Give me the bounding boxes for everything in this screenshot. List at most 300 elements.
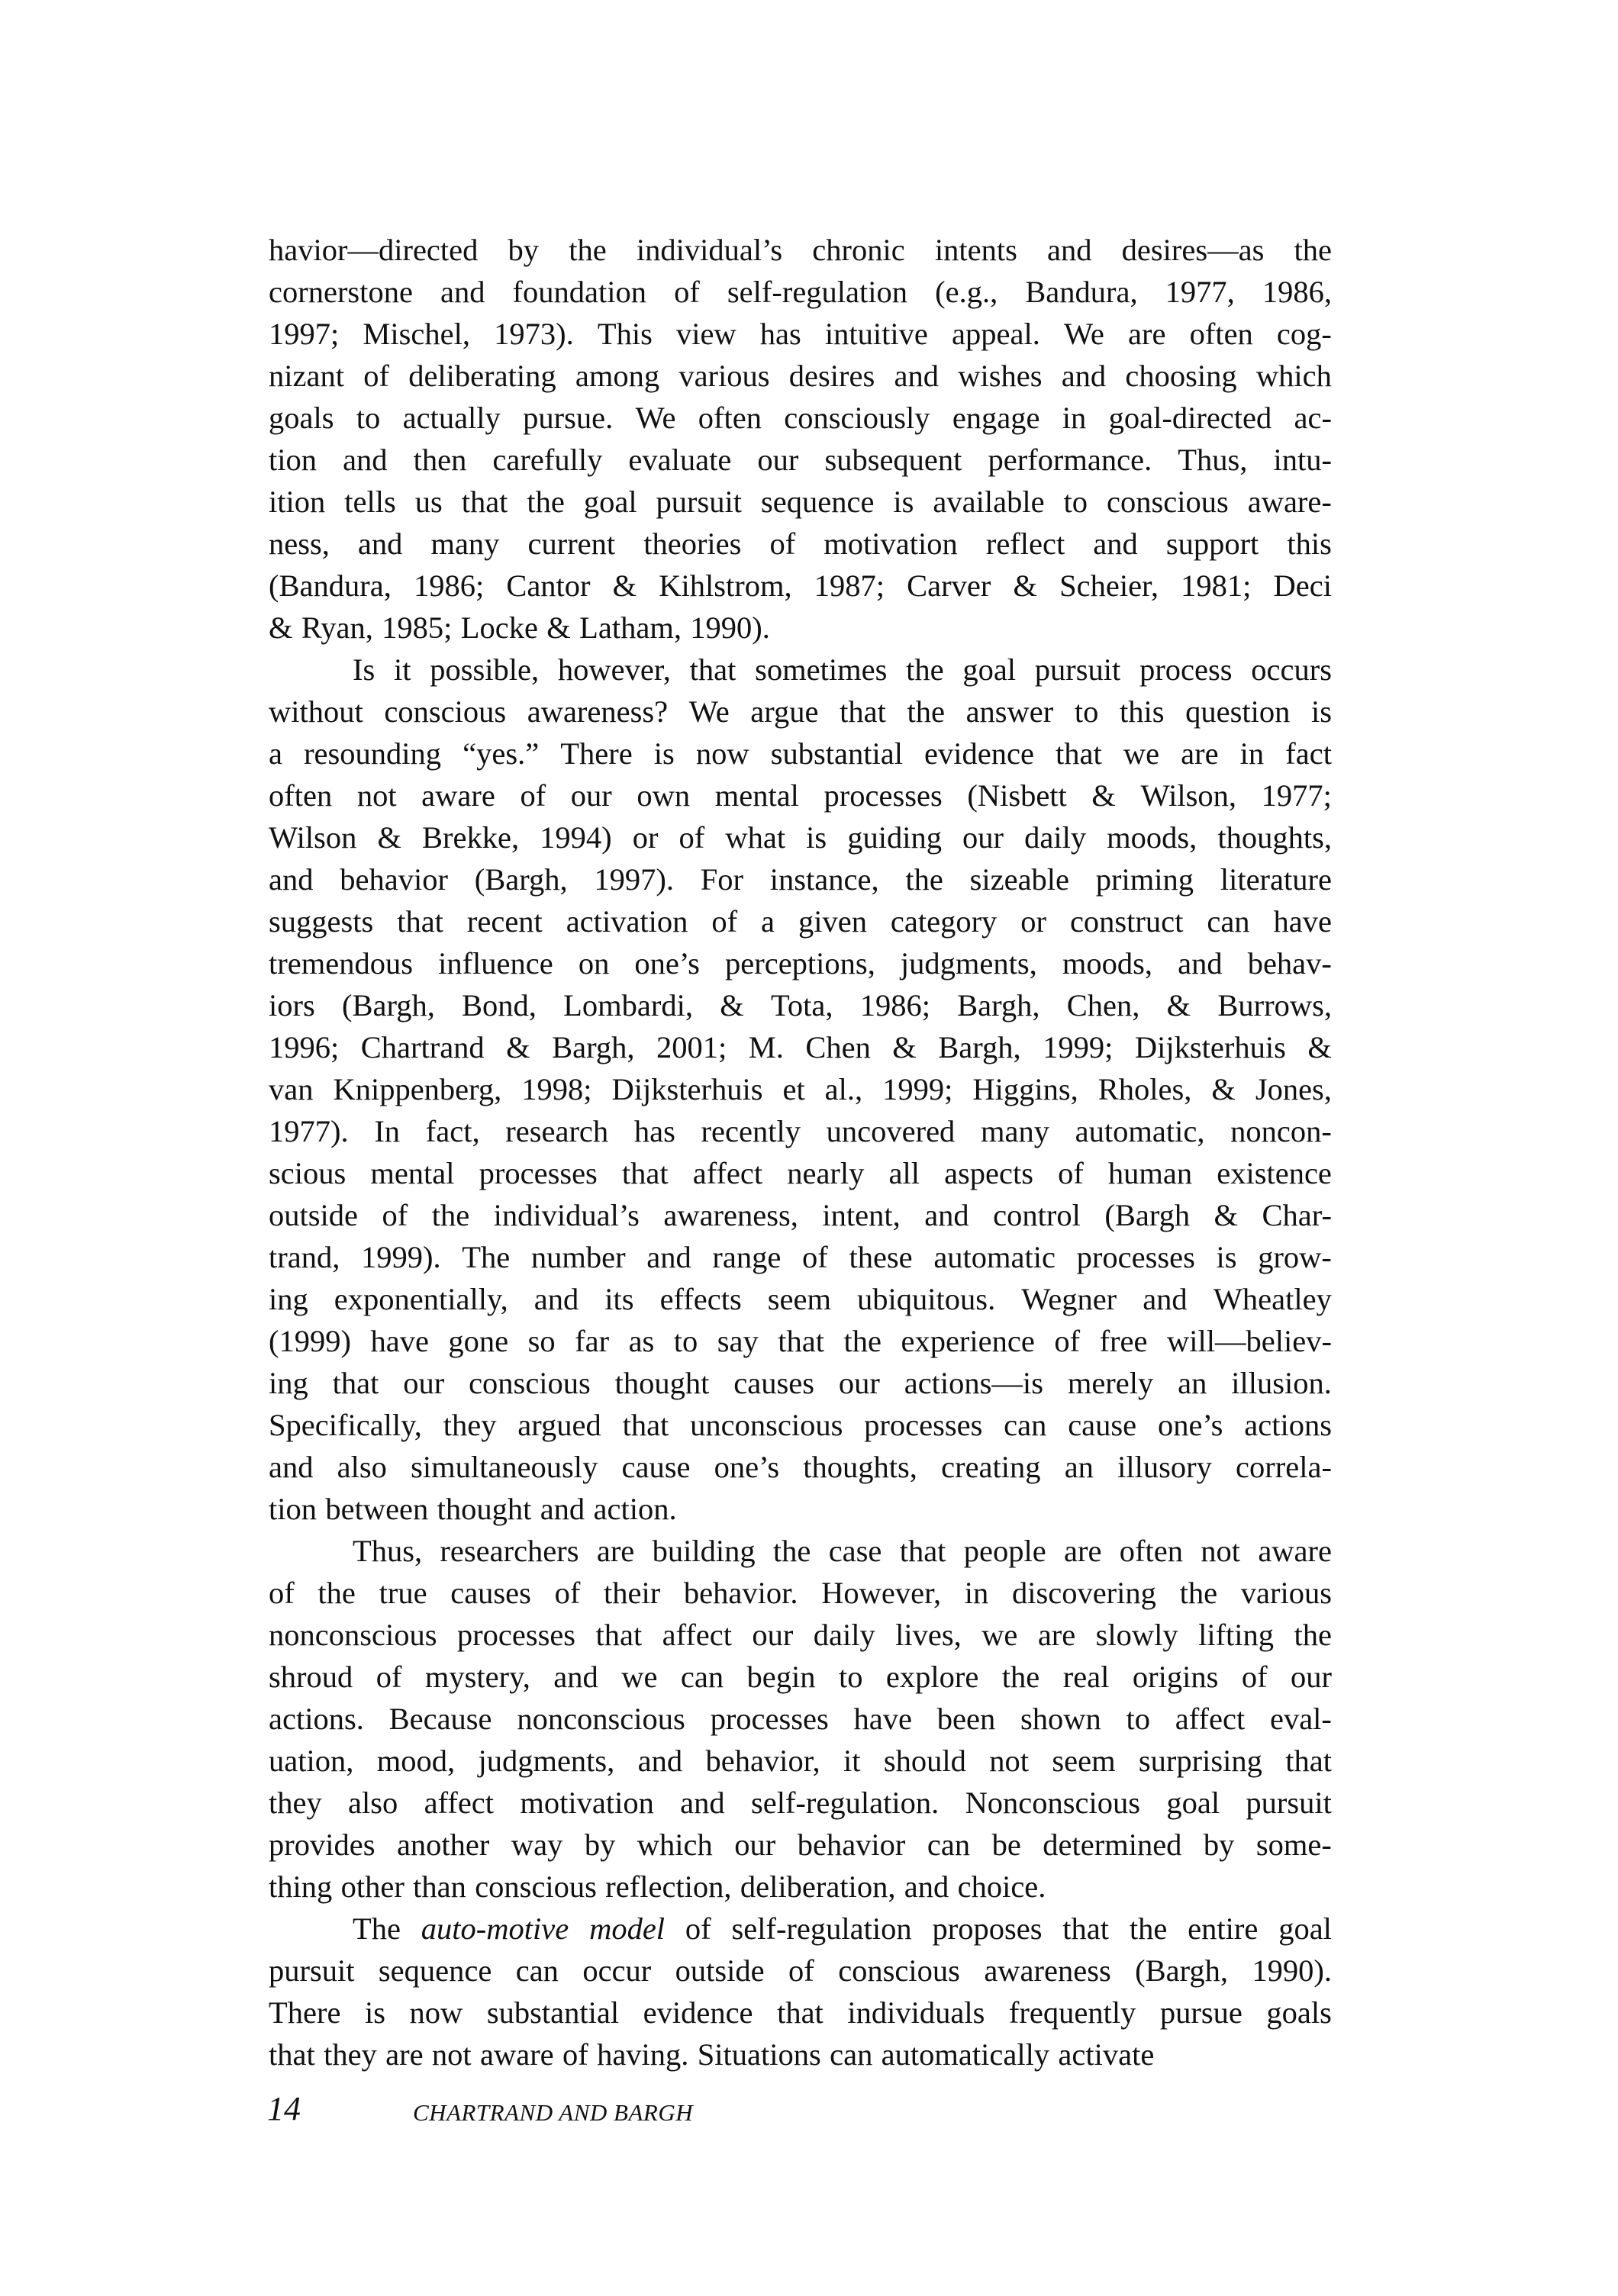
word: the — [1294, 1618, 1332, 1652]
word: mystery, — [424, 1660, 530, 1694]
word: ness, — [269, 527, 330, 561]
word: Tota, — [770, 988, 833, 1022]
word: Nonconscious — [965, 1786, 1141, 1820]
word: some- — [1255, 1827, 1332, 1862]
page-number: 14 — [267, 2090, 301, 2127]
word: havior—directed — [269, 233, 479, 267]
word: having. — [597, 2037, 689, 2072]
word: are — [1181, 736, 1219, 771]
word: lifting — [1198, 1618, 1275, 1652]
text-line — [269, 1572, 1332, 1614]
word: desires—as — [1121, 233, 1265, 267]
word: available — [933, 485, 1045, 519]
word: We — [635, 401, 676, 435]
text-line — [269, 355, 1332, 397]
word: also — [337, 1450, 387, 1484]
word: ubiquitous. — [857, 1282, 996, 1316]
word: Carver — [907, 568, 991, 603]
word: processes — [456, 1618, 576, 1652]
word: slowly — [1095, 1618, 1178, 1652]
word: many — [981, 1114, 1049, 1148]
word: scious — [269, 1156, 346, 1190]
word: & — [1166, 988, 1191, 1022]
word: is — [893, 485, 914, 519]
word: to — [1126, 1702, 1151, 1736]
word: & — [377, 820, 401, 855]
word: proposes — [932, 1911, 1043, 1946]
word: to — [838, 1660, 863, 1694]
word: behavior — [340, 862, 448, 897]
word: of — [520, 778, 546, 813]
word: that — [397, 904, 443, 939]
word: Bargh, — [957, 988, 1040, 1022]
word: processes — [864, 1408, 983, 1442]
word: reflect — [985, 527, 1065, 561]
word: not — [431, 2037, 472, 2072]
word: the — [772, 1534, 811, 1568]
word: thing — [269, 1869, 333, 1904]
text-line — [269, 900, 1332, 942]
word: and — [1093, 527, 1138, 561]
word: conscious — [1107, 485, 1229, 519]
word: action. — [593, 1492, 677, 1526]
word: in — [1239, 736, 1265, 771]
word: shown — [1020, 1702, 1101, 1736]
word: sometimes — [755, 652, 888, 687]
word: also — [348, 1786, 398, 1820]
word: 1996; — [269, 1030, 340, 1064]
word: Thus, — [353, 1534, 423, 1568]
word: not — [989, 1744, 1030, 1778]
word: 1986; — [859, 988, 930, 1022]
word: chronic — [812, 233, 905, 267]
word: nizant — [269, 359, 344, 393]
word: gone — [448, 1324, 509, 1358]
word: that — [689, 652, 736, 687]
word: Bargh, — [938, 1030, 1021, 1064]
word: between — [325, 1492, 429, 1526]
word: and — [904, 1869, 949, 1904]
word: that — [1285, 1744, 1332, 1778]
word: 1987; — [814, 568, 885, 603]
word: Dijksterhuis — [611, 1072, 763, 1106]
word: For — [700, 862, 743, 897]
word: that — [461, 485, 508, 519]
word: have — [853, 1702, 912, 1736]
word: performance. — [988, 443, 1152, 477]
word: Latham, — [579, 610, 682, 645]
word: one’s — [1157, 1408, 1223, 1442]
word: evidence — [924, 736, 1034, 771]
word: deliberation, — [740, 1869, 896, 1904]
word: true — [379, 1576, 427, 1610]
word: Situations — [697, 2037, 821, 2072]
word: the — [1179, 1576, 1218, 1610]
word: and — [1047, 233, 1092, 267]
word: outside — [269, 1198, 358, 1232]
text-line — [269, 774, 1332, 816]
word: (e.g., — [935, 275, 998, 309]
word: individuals — [847, 1995, 985, 2030]
word: conscious — [384, 694, 507, 729]
word: actually — [402, 401, 501, 435]
text-line — [269, 1740, 1332, 1782]
word: answer — [965, 694, 1054, 729]
word: deliberating — [408, 359, 556, 393]
word: resounding — [304, 736, 442, 771]
word: Locke — [460, 610, 538, 645]
paragraph — [269, 1908, 1332, 2075]
word: Ryan, — [301, 610, 373, 645]
word: Mischel, — [363, 317, 470, 351]
emphasis-term: auto-motive — [421, 1911, 569, 1946]
word: be — [991, 1827, 1021, 1862]
word: awareness? — [527, 694, 669, 729]
word: causes — [450, 1576, 531, 1610]
word: fact — [1285, 736, 1332, 771]
word: Wegner — [1021, 1282, 1117, 1316]
paragraph — [269, 229, 1332, 649]
word: aware — [421, 778, 495, 813]
text-line — [269, 397, 1332, 439]
word: of — [1241, 1660, 1268, 1694]
word: (1999) — [269, 1324, 351, 1358]
word: our — [757, 443, 799, 477]
word: suggests — [269, 904, 374, 939]
word: question — [1185, 694, 1291, 729]
word: mood, — [376, 1744, 456, 1778]
word: nonconscious — [517, 1702, 685, 1736]
word: Wheatley — [1213, 1282, 1332, 1316]
word: nearly — [787, 1156, 865, 1190]
body-text — [269, 229, 1332, 2075]
word: motivation — [520, 1786, 654, 1820]
word: merely — [1067, 1366, 1154, 1400]
word: of — [788, 1953, 814, 1988]
word: has — [759, 317, 801, 351]
text-line — [269, 1362, 1332, 1404]
word: an — [1064, 1450, 1094, 1484]
word: Bond, — [462, 988, 537, 1022]
word: our — [838, 1366, 880, 1400]
text-line — [269, 1236, 1332, 1278]
word: Chen, — [1066, 988, 1140, 1022]
word: Chen — [805, 1030, 871, 1064]
word: occurs — [1251, 652, 1332, 687]
word: many — [430, 527, 500, 561]
word: been — [936, 1702, 996, 1736]
word: aware — [1258, 1534, 1332, 1568]
word: that — [840, 694, 886, 729]
word: goal — [1278, 1911, 1332, 1946]
word: actions—is — [904, 1366, 1043, 1400]
word: activate — [1058, 2037, 1155, 2072]
word: Knippenberg, — [333, 1072, 502, 1106]
word: argued — [517, 1408, 601, 1442]
word: (Bandura, — [269, 568, 392, 603]
word: the — [1001, 1660, 1040, 1694]
text-line — [269, 1068, 1332, 1110]
word: shroud — [269, 1660, 353, 1694]
paragraph — [269, 649, 1332, 1530]
word: intent, — [822, 1198, 901, 1232]
text-line — [269, 523, 1332, 565]
word: to — [356, 401, 381, 435]
word: other — [340, 1869, 404, 1904]
word: Cantor — [506, 568, 591, 603]
word: can — [1207, 904, 1250, 939]
word: awareness, — [663, 1198, 798, 1232]
word: ing — [269, 1366, 308, 1400]
word: Wilson — [269, 820, 357, 855]
word: outside — [675, 1953, 765, 1988]
word: process — [1139, 652, 1233, 687]
word: and — [343, 443, 388, 477]
word: or — [1020, 904, 1046, 939]
word: it — [394, 652, 411, 687]
word: can — [927, 1827, 971, 1862]
word: that — [621, 1156, 669, 1190]
word: an — [1178, 1366, 1207, 1400]
word: without — [269, 694, 363, 729]
text-line — [269, 942, 1332, 984]
word: foundation — [512, 275, 646, 309]
word: number — [530, 1240, 626, 1274]
word: moods, — [1107, 820, 1197, 855]
word: behav- — [1247, 946, 1332, 981]
word: can — [515, 1953, 559, 1988]
word: 1997). — [594, 862, 674, 897]
word: the — [527, 485, 565, 519]
word: ac- — [1294, 401, 1332, 435]
word: now — [409, 1995, 463, 2030]
word: automatically — [881, 2037, 1050, 2072]
word: evaluate — [628, 443, 732, 477]
word: often — [1119, 1534, 1183, 1568]
word: 1999; — [882, 1072, 953, 1106]
word: substantial — [770, 736, 903, 771]
word: us — [414, 485, 443, 519]
text-line — [269, 816, 1332, 858]
word: actions — [1244, 1408, 1332, 1442]
text-line — [269, 229, 1332, 271]
word: that — [622, 1408, 669, 1442]
word: thought — [437, 1492, 532, 1526]
word: and — [1178, 946, 1223, 981]
word: aware — [480, 2037, 554, 2072]
text-line — [269, 313, 1332, 355]
word: carefully — [492, 443, 603, 477]
word: Kihlstrom, — [659, 568, 792, 603]
word: (Bargh, — [1135, 1953, 1228, 1988]
word: correla- — [1236, 1450, 1332, 1484]
word: so — [527, 1324, 556, 1358]
text-line — [269, 2034, 1332, 2075]
word: our — [734, 1827, 776, 1862]
word: individual’s — [493, 1198, 640, 1232]
word: of — [711, 904, 738, 939]
text-line — [269, 1614, 1332, 1656]
word: et — [782, 1072, 805, 1106]
word: & — [1091, 778, 1116, 813]
word: is — [1310, 694, 1332, 729]
word: In — [374, 1114, 401, 1148]
word: that — [899, 1534, 946, 1568]
word: aware- — [1247, 485, 1332, 519]
word: Because — [388, 1702, 492, 1736]
text-line — [269, 1278, 1332, 1320]
word: of — [1054, 1324, 1081, 1358]
word: this — [1287, 527, 1332, 561]
word: construct — [1069, 904, 1184, 939]
word: can — [830, 2037, 873, 2072]
word: motivation — [824, 527, 958, 561]
word: Rholes, — [1097, 1072, 1192, 1106]
word: in — [1062, 401, 1087, 435]
word: argue — [750, 694, 819, 729]
word: of — [678, 820, 705, 855]
word: pursue — [1159, 1995, 1243, 2030]
word: goal — [962, 652, 1017, 687]
word: are — [385, 2037, 424, 2072]
text-line — [269, 1152, 1332, 1194]
word: We — [688, 694, 730, 729]
text-line — [269, 1782, 1332, 1824]
text-line — [269, 1110, 1332, 1152]
word: The — [353, 1911, 401, 1946]
word: these — [849, 1240, 913, 1274]
word: they — [269, 1786, 322, 1820]
word: thoughts, — [1217, 820, 1332, 855]
word: now — [695, 736, 749, 771]
word: our — [570, 778, 612, 813]
word: seem — [1052, 1744, 1116, 1778]
word: affect — [662, 1618, 733, 1652]
word: literature — [1220, 862, 1332, 897]
word: goal — [583, 485, 637, 519]
word: Brekke, — [422, 820, 520, 855]
word: the — [906, 652, 944, 687]
word: self-regulation. — [750, 1786, 940, 1820]
word: awareness — [984, 1953, 1111, 1988]
word: of — [363, 359, 389, 393]
text-line — [269, 1992, 1332, 2034]
word: discovering — [1011, 1576, 1156, 1610]
word: our — [1291, 1660, 1332, 1694]
word: iors — [269, 988, 315, 1022]
word: and — [269, 862, 314, 897]
word: mental — [370, 1156, 455, 1190]
word: processes — [824, 778, 943, 813]
word: tion — [269, 1492, 317, 1526]
word: reflection, — [605, 1869, 732, 1904]
word: uncovered — [826, 1114, 956, 1148]
word: Bargh, — [552, 1030, 635, 1064]
word: This — [597, 317, 653, 351]
text-line — [269, 565, 1332, 607]
word: however, — [557, 652, 671, 687]
word: recently — [701, 1114, 801, 1148]
word: and — [357, 527, 403, 561]
word: not — [1201, 1534, 1241, 1568]
word: frequently — [1008, 1995, 1136, 2030]
word: people — [963, 1534, 1046, 1568]
word: Higgins, — [972, 1072, 1078, 1106]
word: the — [1294, 233, 1332, 267]
word: of — [769, 527, 796, 561]
word: in — [964, 1576, 989, 1610]
word: a — [269, 736, 282, 771]
word: its — [604, 1282, 634, 1316]
word: conscious — [469, 1366, 591, 1400]
emphasis-term: model — [589, 1911, 666, 1946]
word: entire — [1188, 1911, 1259, 1946]
word: choosing — [1125, 359, 1237, 393]
word: mental — [714, 778, 799, 813]
word: cause — [621, 1450, 691, 1484]
text-line — [269, 1908, 1332, 1950]
word: that — [778, 1324, 825, 1358]
word: research — [505, 1114, 609, 1148]
paragraph — [269, 1530, 1332, 1908]
word: we — [1123, 736, 1160, 771]
word: intents — [934, 233, 1017, 267]
word: surprising — [1138, 1744, 1262, 1778]
word: that — [1062, 1911, 1110, 1946]
word: our — [962, 820, 1004, 855]
word: The — [462, 1240, 511, 1274]
word: instance, — [769, 862, 879, 897]
word: “yes.” — [463, 736, 540, 771]
text-line — [269, 649, 1332, 691]
word: provides — [269, 1827, 375, 1862]
word: & — [1013, 568, 1037, 603]
word: perceptions, — [725, 946, 875, 981]
word: automatic — [933, 1240, 1056, 1274]
word: tremendous — [269, 946, 413, 981]
word: 1973). — [494, 317, 574, 351]
word: to — [673, 1324, 698, 1358]
word: free — [1099, 1324, 1148, 1358]
word: van — [269, 1072, 314, 1106]
word: fact, — [425, 1114, 480, 1148]
text-line — [269, 984, 1332, 1026]
word: behavior — [797, 1827, 906, 1862]
word: and — [540, 1492, 585, 1526]
word: substantial — [486, 1995, 620, 2030]
word: by — [1203, 1827, 1235, 1862]
text-line — [269, 1404, 1332, 1446]
word: occur — [582, 1953, 652, 1988]
word: all — [888, 1156, 920, 1190]
word: illusion. — [1231, 1366, 1332, 1400]
word: conscious — [475, 1869, 597, 1904]
word: intuitive — [824, 317, 928, 351]
word: al., — [824, 1072, 863, 1106]
word: 1986; — [413, 568, 485, 603]
word: the — [1129, 1911, 1168, 1946]
word: and — [269, 1450, 314, 1484]
word: our — [403, 1366, 445, 1400]
word: ition — [269, 485, 326, 519]
text-line — [269, 607, 1332, 649]
text-line — [269, 271, 1332, 313]
word: & — [1307, 1030, 1332, 1064]
word: 1977; — [1261, 778, 1332, 813]
word: the — [569, 233, 607, 267]
word: creating — [941, 1450, 1041, 1484]
word: view — [675, 317, 736, 351]
